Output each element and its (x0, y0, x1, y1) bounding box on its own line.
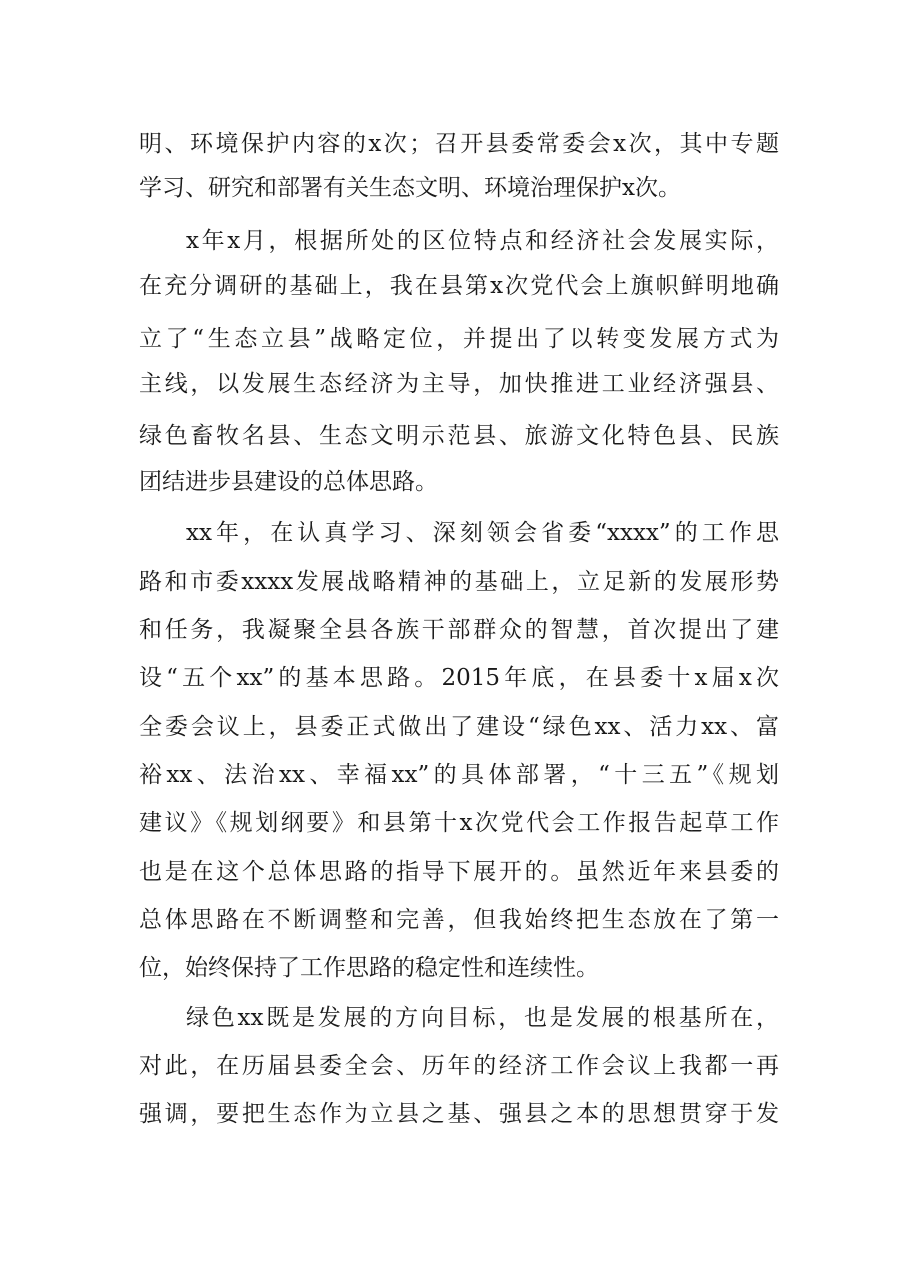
text-line: 在充分调研的基础上，我在县第x次党代会上旗帜鲜明地确 (139, 273, 779, 299)
text-line: 主线，以发展生态经济为主导，加快推进工业经济强县、 (139, 371, 779, 397)
text-line: 对此，在历届县委全会、历年的经济工作会议上我都一再 (139, 1053, 779, 1079)
text-line: 路和市委xxxx发展战略精神的基础上，立足新的发展形势 (139, 569, 779, 595)
text-line: 设“五个xx”的基本思路。2015年底，在县委十x届x次 (139, 665, 779, 691)
text-line: 全委会议上，县委正式做出了建设“绿色xx、活力xx、富 (139, 714, 779, 740)
paragraph-first-line: xx年，在认真学习、深刻领会省委“xxxx”的工作思 (186, 520, 779, 546)
text-line: 绿色畜牧名县、生态文明示范县、旅游文化特色县、民族 (139, 423, 779, 449)
text-line: 明、环境保护内容的x次；召开县委常委会x次，其中专题 (139, 131, 779, 157)
text-line: 学习、研究和部署有关生态文明、环境治理保护x次。 (139, 175, 681, 201)
text-line: 建议》《规划纲要》和县第十x次党代会工作报告起草工作 (139, 810, 779, 836)
text-line: 裕xx、法治xx、幸福xx”的具体部署，“十三五”《规划 (139, 762, 779, 788)
text-line: 团结进步县建设的总体思路。 (139, 469, 438, 495)
text-line: 位，始终保持了工作思路的稳定性和连续性。 (139, 955, 599, 981)
text-line: 强调，要把生态作为立县之基、强县之本的思想贯穿于发 (139, 1101, 779, 1127)
text-line: 立了“生态立县”战略定位，并提出了以转变发展方式为 (139, 326, 779, 352)
paragraph-first-line: 绿色xx既是发展的方向目标，也是发展的根基所在， (186, 1005, 779, 1031)
text-line: 和任务，我凝聚全县各族干部群众的智慧，首次提出了建 (139, 617, 779, 643)
text-line: 总体思路在不断调整和完善，但我始终把生态放在了第一 (139, 907, 779, 933)
text-line: 也是在这个总体思路的指导下展开的。虽然近年来县委的 (139, 859, 779, 885)
paragraph-first-line: x年x月，根据所处的区位特点和经济社会发展实际， (186, 228, 779, 254)
